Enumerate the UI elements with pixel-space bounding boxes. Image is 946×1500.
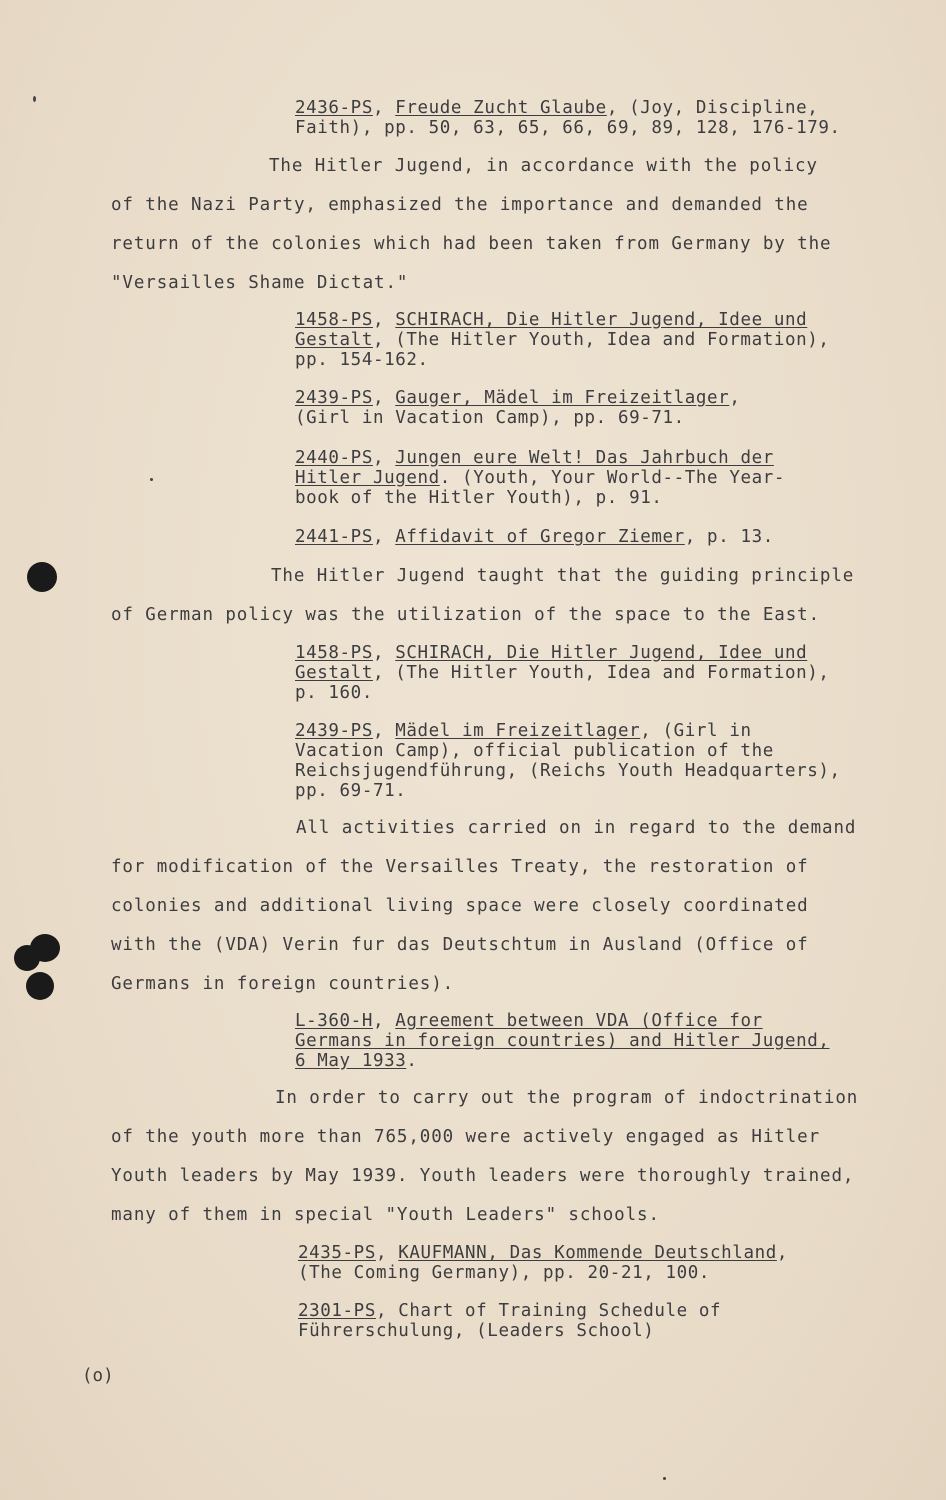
paragraph-east [111,566,854,644]
citation-title: Freude Zucht Glaube [395,98,607,118]
citation-line: Reichsjugendführung, (Reichs Youth Headquarters), [295,761,841,781]
citation-id: L-360-H [295,1011,373,1031]
citation-2435-ps [298,1243,788,1283]
citation-line: (Girl in Vacation Camp), pp. 69-71. [295,408,685,428]
citation-1458-ps-2 [295,643,830,703]
citation-title-cont: Hitler Jugend [295,468,440,488]
paragraph-line: for modification of the Versailles Treaty, the restoration of [111,857,809,877]
citation-sep: , [372,310,396,330]
paragraph-line: of the youth more than 765,000 were actively engaged as Hitler [111,1127,821,1147]
paper-speck [150,478,153,481]
citation-id: 2439-PS [295,388,373,408]
citation-text: , [729,388,741,408]
citation-title: Jungen eure Welt! Das Jahrbuch der [395,448,774,468]
paper-speck [663,1477,666,1480]
paragraph-line: "Versailles Shame Dictat." [111,273,409,293]
paragraph-line: In order to carry out the program of indoctrination [275,1088,859,1108]
citation-2439-ps-2 [295,721,841,801]
paragraph-line: colonies and additional living space were closely coordinated [111,896,809,916]
citation-id: 2440-PS [295,448,373,468]
citation-title-cont: Germans in foreign countries) and Hitler Jugend, [295,1031,830,1051]
citation-id: 2441-PS [295,527,373,547]
paragraph-line: return of the colonies which had been taken from Germany by the [111,234,832,254]
paragraph-line: All activities carried on in regard to the demand [296,818,857,838]
citation-sep: , [372,448,396,468]
punch-hole-lower [14,945,40,971]
paragraph-line: with the (VDA) Verin fur das Deutschtum in Ausland (Office of [111,935,809,955]
citation-text: , (The Hitler Youth, Idea and Formation), [372,330,830,350]
citation-2301-ps [298,1301,721,1341]
paragraph-vda [111,818,856,1013]
citation-text: , (Joy, Discipline, [606,98,819,118]
citation-title: KAUFMANN, Das Kommende Deutschland [398,1243,777,1263]
citation-title-cont: Gestalt [295,663,373,683]
citation-title: Affidavit of Gregor Ziemer [395,527,685,547]
citation-date: 6 May 1933 [295,1051,407,1071]
citation-id: 2301-PS [298,1301,376,1321]
citation-title: Gauger, Mädel im Freizeitlager [395,388,730,408]
citation-line: Vacation Camp), official publication of the [295,741,774,761]
citation-id: 2439-PS [295,721,373,741]
citation-text: . (Youth, Your World--The Year- [439,468,785,488]
citation-title-cont: Gestalt [295,330,373,350]
citation-id: 1458-PS [295,643,373,663]
citation-2440-ps [295,448,785,508]
punch-hole-bottom [26,972,54,1000]
citation-l-360-h [295,1011,830,1071]
citation-text: Chart of Training Schedule of [398,1301,722,1321]
citation-sep: , [375,1301,399,1321]
citation-id: 1458-PS [295,310,373,330]
citation-sep: , [372,721,396,741]
paragraph-line: Germans in foreign countries). [111,974,455,994]
citation-2441-ps [295,527,774,547]
citation-line: Faith), pp. 50, 63, 65, 66, 69, 89, 128, 176-179. [295,118,841,138]
citation-text: , p. 13. [684,527,774,547]
paragraph-line: of the Nazi Party, emphasized the importance and demanded the [111,195,809,215]
citation-2436-ps [295,98,841,138]
citation-1458-ps [295,310,830,370]
citation-line: Führerschulung, (Leaders School) [298,1321,655,1341]
citation-text: , (Girl in [640,721,752,741]
citation-line: book of the Hitler Youth), p. 91. [295,488,663,508]
paragraph-line: Youth leaders by May 1939. Youth leaders were thoroughly trained, [111,1166,855,1186]
citation-line: (The Coming Germany), pp. 20-21, 100. [298,1263,711,1283]
punch-hole-top [27,562,57,592]
citation-line: p. 160. [295,683,373,703]
paragraph-leaders [111,1088,858,1244]
citation-title: Agreement between VDA (Office for [395,1011,763,1031]
citation-title: SCHIRACH, Die Hitler Jugend, Idee und [395,310,808,330]
citation-title: SCHIRACH, Die Hitler Jugend, Idee und [395,643,808,663]
page-footer-mark: (o) [82,1366,114,1386]
citation-text: . [406,1051,418,1071]
citation-sep: , [372,643,396,663]
paragraph-colonies [111,156,831,312]
paragraph-line: many of them in special "Youth Leaders" schools. [111,1205,660,1225]
citation-sep: , [372,388,396,408]
paragraph-line: The Hitler Jugend, in accordance with the policy [269,156,818,176]
citation-sep: , [372,98,396,118]
paper-speck [33,96,36,102]
citation-line: pp. 154-162. [295,350,429,370]
paragraph-line: of German policy was the utilization of the space to the East. [111,605,821,625]
citation-text: , [776,1243,788,1263]
paragraph-line: The Hitler Jugend taught that the guiding principle [271,566,855,586]
citation-id: 2435-PS [298,1243,376,1263]
citation-title: Mädel im Freizeitlager [395,721,641,741]
citation-sep: , [372,1011,396,1031]
citation-id: 2436-PS [295,98,373,118]
citation-text: , (The Hitler Youth, Idea and Formation), [372,663,830,683]
citation-line: pp. 69-71. [295,781,407,801]
citation-sep: , [375,1243,399,1263]
citation-2439-ps [295,388,740,428]
citation-sep: , [372,527,396,547]
